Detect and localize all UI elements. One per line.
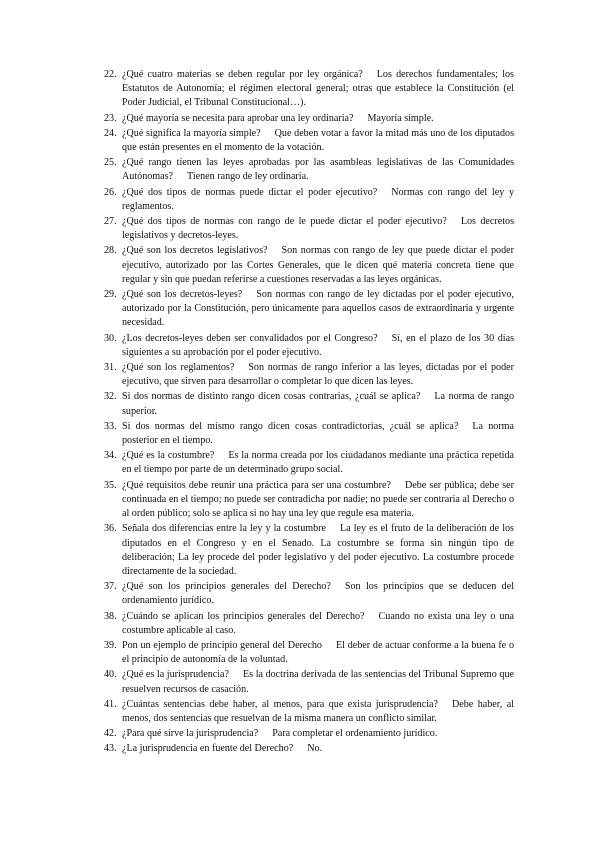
question-item bbox=[104, 479, 514, 522]
question-text: ¿Qué rango tienen las leyes aprobadas por las asambleas legislativas de las Comunidades Autónomas? bbox=[122, 157, 514, 183]
question-text: ¿Qué mayoría se necesita para aprobar una ley ordinaria? bbox=[122, 112, 354, 124]
question-text: ¿La jurisprudencia en fuente del Derecho? bbox=[122, 743, 294, 755]
question-item bbox=[104, 522, 514, 579]
question-item bbox=[104, 112, 514, 126]
question-item bbox=[104, 639, 514, 667]
answer-text: Son normas con rango de ley dictadas por el poder ejecutivo, autorizado por la Constitución, pero únicamente para aquellos casos de extraordinaria y urgente necesidad. bbox=[122, 289, 514, 329]
question-item bbox=[104, 361, 514, 389]
question-number: 37. bbox=[104, 581, 117, 593]
question-text: Si dos normas de distinto rango dicen cosas contrarias, ¿cuál se aplica? bbox=[122, 391, 421, 403]
question-number: 32. bbox=[104, 391, 117, 403]
question-item bbox=[104, 186, 514, 214]
question-text: ¿Cuándo se aplican los principios generales del Derecho? bbox=[122, 610, 365, 622]
question-text: ¿Cuántas sentencias debe haber, al menos, para que exista jurisprudencia? bbox=[122, 698, 438, 710]
answer-text: Son los principios que se deducen del ordenamiento jurídico. bbox=[122, 581, 514, 607]
answer-text: Para completar el ordenamiento jurídico. bbox=[272, 728, 438, 740]
answer-text: Debe ser pública; debe ser continuada en el tiempo; no puede ser contradicha por nadie; no puede ser contraria al Derecho o al orden público; solo se aplica si no hay una ley que regule esa materia. bbox=[122, 479, 514, 520]
question-text: Señala dos diferencias entre la ley y la costumbre bbox=[122, 523, 326, 535]
question-text: ¿Qué son los decretos-leyes? bbox=[122, 289, 243, 301]
question-text: ¿Los decretos-leyes deben ser convalidados por el Congreso? bbox=[122, 332, 378, 344]
question-item bbox=[104, 727, 514, 741]
answer-text: Sí, en el plazo de los 30 días siguientes a su aprobación por el poder ejecutivo. bbox=[122, 332, 514, 358]
question-item bbox=[104, 420, 514, 448]
question-number: 43. bbox=[104, 743, 117, 755]
question-item bbox=[104, 698, 514, 726]
question-number: 35. bbox=[104, 479, 117, 491]
question-item bbox=[104, 244, 514, 287]
question-number: 38. bbox=[104, 610, 117, 622]
question-number: 24. bbox=[104, 127, 117, 139]
answer-text: Normas con rango del ley y reglamentos. bbox=[122, 186, 514, 212]
answer-text: Los decretos legislativos y decretos-leyes. bbox=[122, 216, 514, 242]
question-number: 30. bbox=[104, 332, 117, 344]
question-number: 41. bbox=[104, 698, 117, 710]
question-text: ¿Qué cuatro materias se deben regular por ley orgánica? bbox=[122, 69, 363, 80]
question-number: 42. bbox=[104, 728, 117, 740]
question-text: ¿Qué son los reglamentos? bbox=[122, 362, 235, 374]
question-item bbox=[104, 127, 514, 155]
question-number: 34. bbox=[104, 450, 117, 462]
question-item bbox=[104, 288, 514, 331]
question-number: 36. bbox=[104, 523, 117, 535]
question-text: ¿Qué dos tipos de normas puede dictar el poder ejecutivo? bbox=[122, 186, 378, 198]
question-text: ¿Qué son los principios generales del Derecho? bbox=[122, 581, 331, 593]
question-item bbox=[104, 668, 514, 696]
question-item bbox=[104, 68, 514, 111]
answer-text: Son normas de rango inferior a las leyes, dictadas por el poder ejecutivo, que sirven para desarrollar o completar lo que dicen las leyes. bbox=[122, 362, 514, 388]
question-text: ¿Qué son los decretos legislativos? bbox=[122, 245, 268, 257]
question-number: 33. bbox=[104, 420, 117, 432]
answer-text: Es la doctrina derivada de las sentencias del Tribunal Supremo que resuelven recursos de casación. bbox=[122, 669, 514, 695]
answer-text: Tienen rango de ley ordinaria. bbox=[187, 171, 309, 183]
answer-text: Cuando no exista una ley o una costumbre aplicable al caso. bbox=[122, 610, 514, 636]
answer-text: Debe haber, al menos, dos sentencias que resuelvan de la misma manera un conflicto similar. bbox=[122, 698, 514, 724]
question-text: ¿Qué es la costumbre? bbox=[122, 450, 215, 462]
question-number: 26. bbox=[104, 186, 117, 198]
question-item bbox=[104, 332, 514, 360]
answer-text: La norma posterior en el tiempo. bbox=[122, 420, 514, 447]
answer-text: Que deben votar a favor la mitad más uno de los diputados que están presentes en el momento de la votación. bbox=[122, 127, 515, 154]
question-number: 39. bbox=[104, 639, 117, 651]
answer-text: Es la norma creada por los ciudadanos mediante una práctica repetida en el tiempo por parte de un determinado grupo social. bbox=[122, 450, 514, 476]
question-text: Pon un ejemplo de principio general del Derecho bbox=[122, 639, 322, 651]
answer-text: Son normas con rango de ley que puede dictar el poder ejecutivo, autorizado por las Cortes Generales, que le dicen qué materia concreta tiene que regular y sin que puedan referirse a cuestiones reservadas a las leyes orgánicas. bbox=[122, 245, 514, 285]
question-item bbox=[104, 156, 514, 184]
question-text: ¿Qué significa la mayoría simple? bbox=[122, 127, 261, 139]
question-item bbox=[104, 215, 514, 243]
answer-text: Los derechos fundamentales; los Estatutos de Autonomía; el régimen electoral general; otras que establece la Constitución (el Poder Judicial, el Tribunal Constitucional…). bbox=[122, 69, 514, 109]
question-item bbox=[104, 580, 514, 608]
question-item bbox=[104, 390, 514, 418]
question-list bbox=[104, 68, 514, 758]
question-number: 31. bbox=[104, 362, 117, 374]
answer-text: El deber de actuar conforme a la buena fe o el principio de autonomía de la voluntad. bbox=[122, 639, 514, 666]
question-number: 28. bbox=[104, 245, 117, 257]
question-number: 29. bbox=[104, 289, 117, 301]
question-text: ¿Qué requisitos debe reunir una práctica para ser una costumbre? bbox=[122, 479, 391, 491]
question-text: Si dos normas del mismo rango dicen cosas contradictorias, ¿cuál se aplica? bbox=[122, 420, 459, 432]
answer-text: La ley es el fruto de la deliberación de los diputados en el Congreso y en el Senado. La costumbre se forma sin ningún tipo de deliberación; La ley procede del poder legislativo y del poder ejecutivo. La costumbre procede directamente de la sociedad. bbox=[122, 523, 514, 577]
answer-text: No. bbox=[307, 743, 323, 755]
question-item bbox=[104, 610, 514, 638]
question-number: 27. bbox=[104, 216, 117, 228]
question-number: 22. bbox=[104, 69, 117, 80]
question-text: ¿Qué es la jurisprudencia? bbox=[122, 669, 230, 681]
question-text: ¿Qué dos tipos de normas con rango de le puede dictar el poder ejecutivo? bbox=[122, 216, 447, 228]
question-item bbox=[104, 449, 514, 477]
question-number: 23. bbox=[104, 112, 117, 124]
question-text: ¿Para qué sirve la jurisprudencia? bbox=[122, 728, 259, 740]
answer-text: Mayoría simple. bbox=[367, 112, 434, 124]
answer-text: La norma de rango superior. bbox=[122, 391, 514, 417]
question-number: 40. bbox=[104, 669, 117, 681]
question-item bbox=[104, 742, 514, 756]
question-number: 25. bbox=[104, 157, 117, 169]
